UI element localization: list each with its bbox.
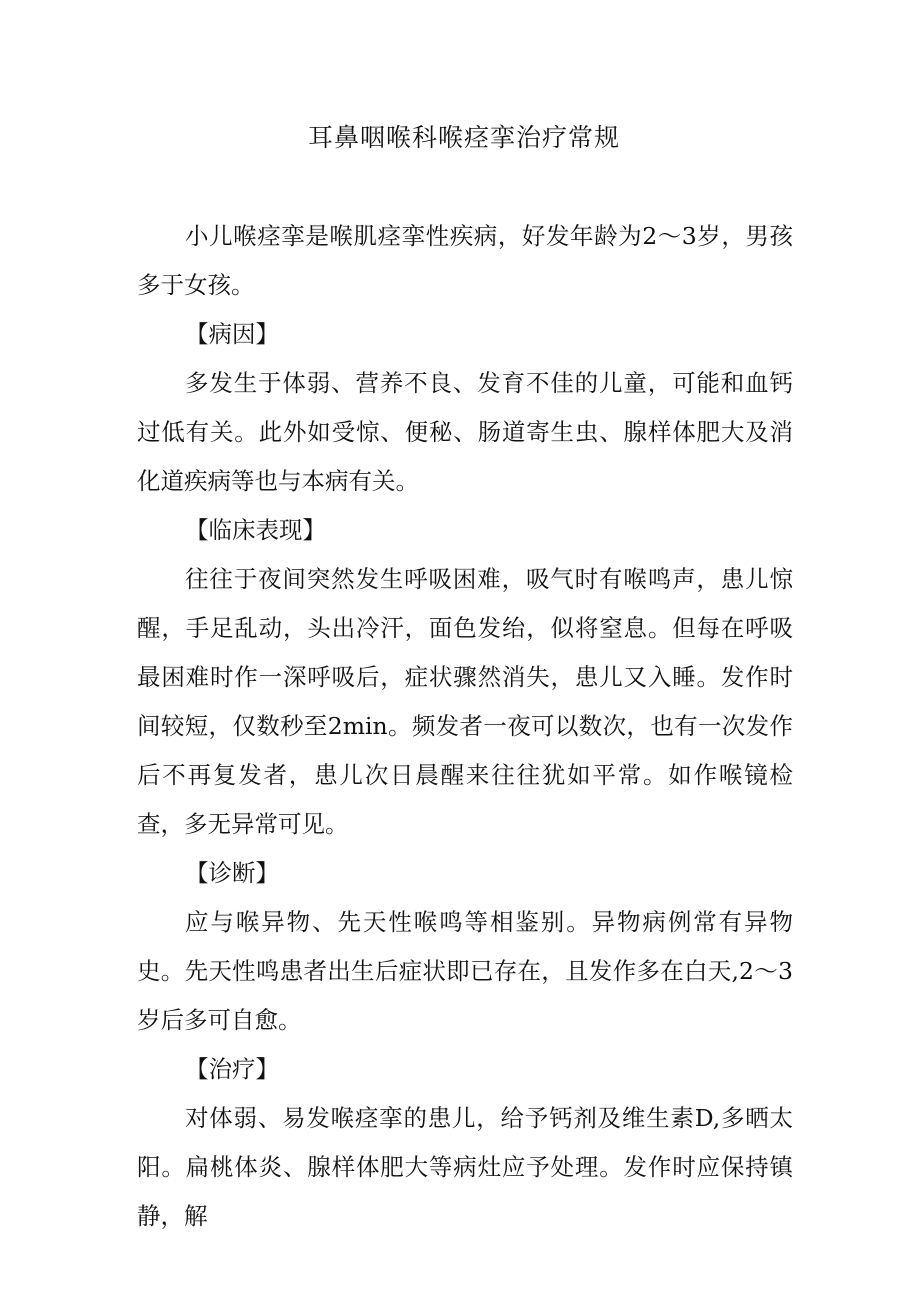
section-text-cause: 多发生于体弱、营养不良、发育不佳的儿童，可能和血钙过低有关。此外如受惊、便秘、肠道寄生虫、腺样体肥大及消化道疾病等也与本病有关。 xyxy=(137,369,793,495)
section-text-treatment: 对体弱、易发喉痉挛的患儿，给予钙剂及维生素D,多晒太阳。扁桃体炎、腺样体肥大等病灶应予处理。发作时应保持镇静，解 xyxy=(137,1104,793,1230)
section-heading-clinical: 【临床表现】 xyxy=(185,516,326,544)
document-title: 耳鼻咽喉科喉痉挛治疗常规 xyxy=(307,123,620,152)
section-heading-cause: 【病因】 xyxy=(185,320,279,348)
section-text-clinical: 往往于夜间突然发生呼吸困难，吸气时有喉鸣声，患儿惊醒，手足乱动，头出冷汗，面色发绐，似将窒息。但每在呼吸最困难时作一深呼吸后，症状骤然消失，患儿又入睡。发作时间较短，仅数秒至2min。频发者一夜可以数次，也有一次发作后不再复发者，患儿次日晨醒来往往犹如平常。如作喉镜检查，多无异常可见。 xyxy=(137,565,793,838)
section-text-diagnosis: 应与喉异物、先天性喉鸣等相鉴别。异物病例常有异物史。先天性鸣患者出生后症状即已存在，且发作多在白天,2～3岁后多可自愈。 xyxy=(137,908,793,1034)
section-heading-treatment: 【治疗】 xyxy=(185,1055,279,1083)
section-heading-diagnosis: 【诊断】 xyxy=(185,859,279,887)
document-body xyxy=(137,212,793,1241)
intro-paragraph: 小儿喉痉挛是喉肌痉挛性疾病，好发年龄为2～3岁，男孩多于女孩。 xyxy=(137,222,793,299)
